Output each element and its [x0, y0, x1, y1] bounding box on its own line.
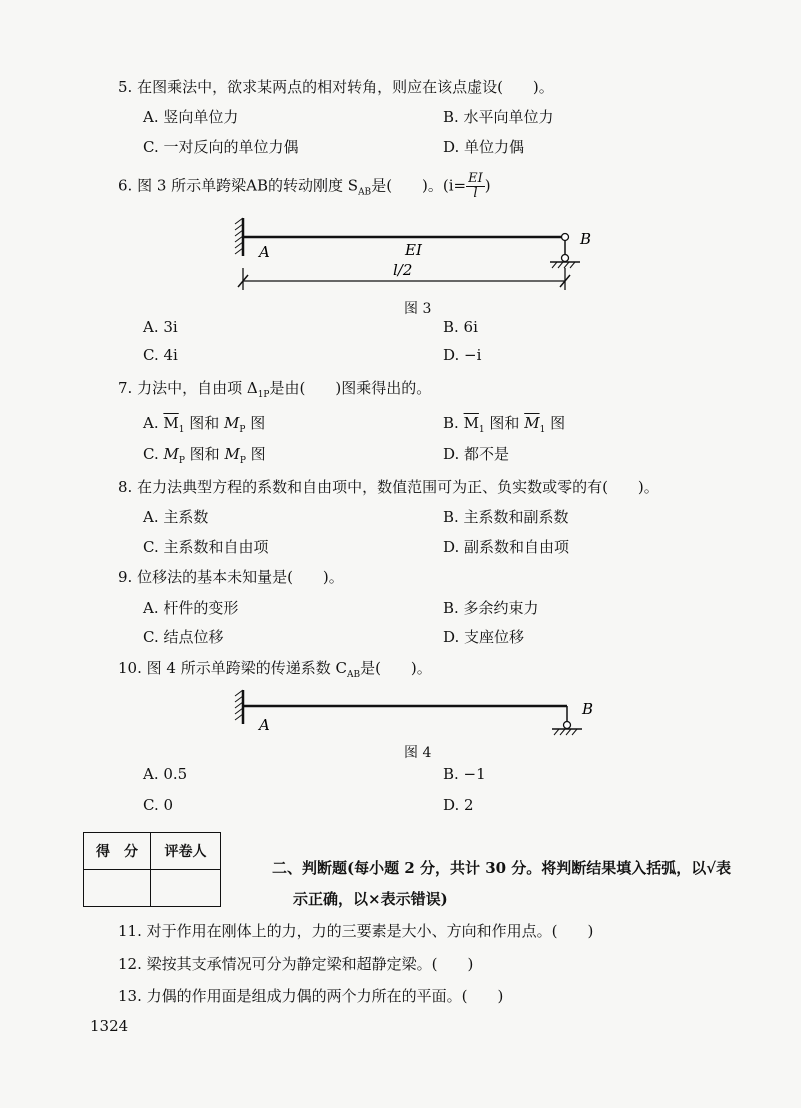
q7-option-c: C. $M_P$ 图和 $M_P$ 图: [143, 445, 266, 466]
q9-option-d: D. 支座位移: [443, 628, 525, 646]
q10-option-d: D. 2: [443, 796, 474, 814]
q8-option-a: A. 主系数: [143, 508, 209, 526]
ground-hatching: [552, 262, 575, 268]
q8-option-c: C. 主系数和自由项: [143, 538, 269, 556]
section-2-heading: 二、判断题(每小题 2 分，共计 30 分。将判断结果填入括弧，以√表: [272, 859, 732, 877]
q5-option-a: A. 竖向单位力: [143, 108, 239, 126]
score-table: [83, 832, 221, 907]
fig3-label-a: A: [259, 243, 270, 261]
page-number: 1324: [90, 1017, 129, 1035]
q6-option-b: B. 6i: [443, 318, 478, 336]
hinge-bottom: [564, 722, 571, 729]
score-header: 得 分: [84, 833, 151, 870]
fig3-label-ei: EI: [405, 241, 422, 259]
q5-option-d: D. 单位力偶: [443, 138, 525, 156]
q10-option-c: C. 0: [143, 796, 174, 814]
q5-option-c: C. 一对反向的单位力偶: [143, 138, 299, 156]
q6-option-d: D. −i: [443, 346, 482, 364]
figure-4: [230, 688, 600, 738]
q9-option-a: A. 杆件的变形: [143, 599, 239, 617]
figure-3: [230, 210, 600, 295]
q7-stem: 7. 力法中，自由项 $\Delta_{1P}$是由( )图乘得出的。: [118, 379, 432, 400]
q6-option-c: C. 4i: [143, 346, 178, 364]
q7-option-a: A. $\overline{M}_1$ 图和 $M_P$ 图: [143, 414, 266, 435]
figure-4-caption: 图 4: [404, 745, 432, 761]
q10-option-a: A. 0.5: [143, 765, 188, 783]
grader-cell: [151, 870, 221, 907]
q9-option-c: C. 结点位移: [143, 628, 224, 646]
section-2-heading-cont: 示正确，以×表示错误): [293, 890, 448, 908]
q6-stem: 6. 图 3 所示单跨梁AB的转动刚度 $S_{AB}$是( )。(i= $\frac{EI}{l}$ ): [118, 171, 491, 201]
q6-option-a: A. 3i: [143, 318, 178, 336]
figure-3-caption: 图 3: [404, 301, 432, 317]
q8-stem: 8. 在力法典型方程的系数和自由项中，数值范围可为正、负实数或零的有( )。: [118, 478, 659, 496]
fig3-label-b: B: [580, 230, 592, 248]
q7-option-d: D. 都不是: [443, 445, 510, 463]
ground-hatching: [554, 729, 577, 735]
q12-stem: 12. 梁按其支承情况可分为静定梁和超静定梁。( ): [118, 955, 474, 973]
q5-option-b: B. 水平向单位力: [443, 108, 554, 126]
fig3-label-length: l/2: [393, 261, 413, 279]
q10-option-b: B. −1: [443, 765, 486, 783]
q5-stem: 5. 在图乘法中，欲求某两点的相对转角，则应在该点虚设( )。: [118, 78, 554, 96]
q6-fraction: $\frac{EI}{l}$: [468, 171, 483, 201]
q9-stem: 9. 位移法的基本未知量是( )。: [118, 568, 344, 586]
grader-header: 评卷人: [151, 833, 221, 870]
hinge-top: [562, 234, 569, 241]
q11-stem: 11. 对于作用在刚体上的力，力的三要素是大小、方向和作用点。( ): [118, 922, 594, 940]
q10-stem: 10. 图 4 所示单跨梁的传递系数 $C_{AB}$是( )。: [118, 659, 432, 680]
fig4-label-a: A: [259, 716, 270, 734]
q8-option-b: B. 主系数和副系数: [443, 508, 569, 526]
hinge-bottom: [562, 255, 569, 262]
q8-option-d: D. 副系数和自由项: [443, 538, 570, 556]
q9-option-b: B. 多余约束力: [443, 599, 539, 617]
q13-stem: 13. 力偶的作用面是组成力偶的两个力所在的平面。( ): [118, 987, 504, 1005]
fig4-label-b: B: [582, 700, 594, 718]
q7-option-b: B. $\overline{M}_1$ 图和 $\overline{M}_1$ 图: [443, 414, 566, 435]
score-cell: [84, 870, 151, 907]
